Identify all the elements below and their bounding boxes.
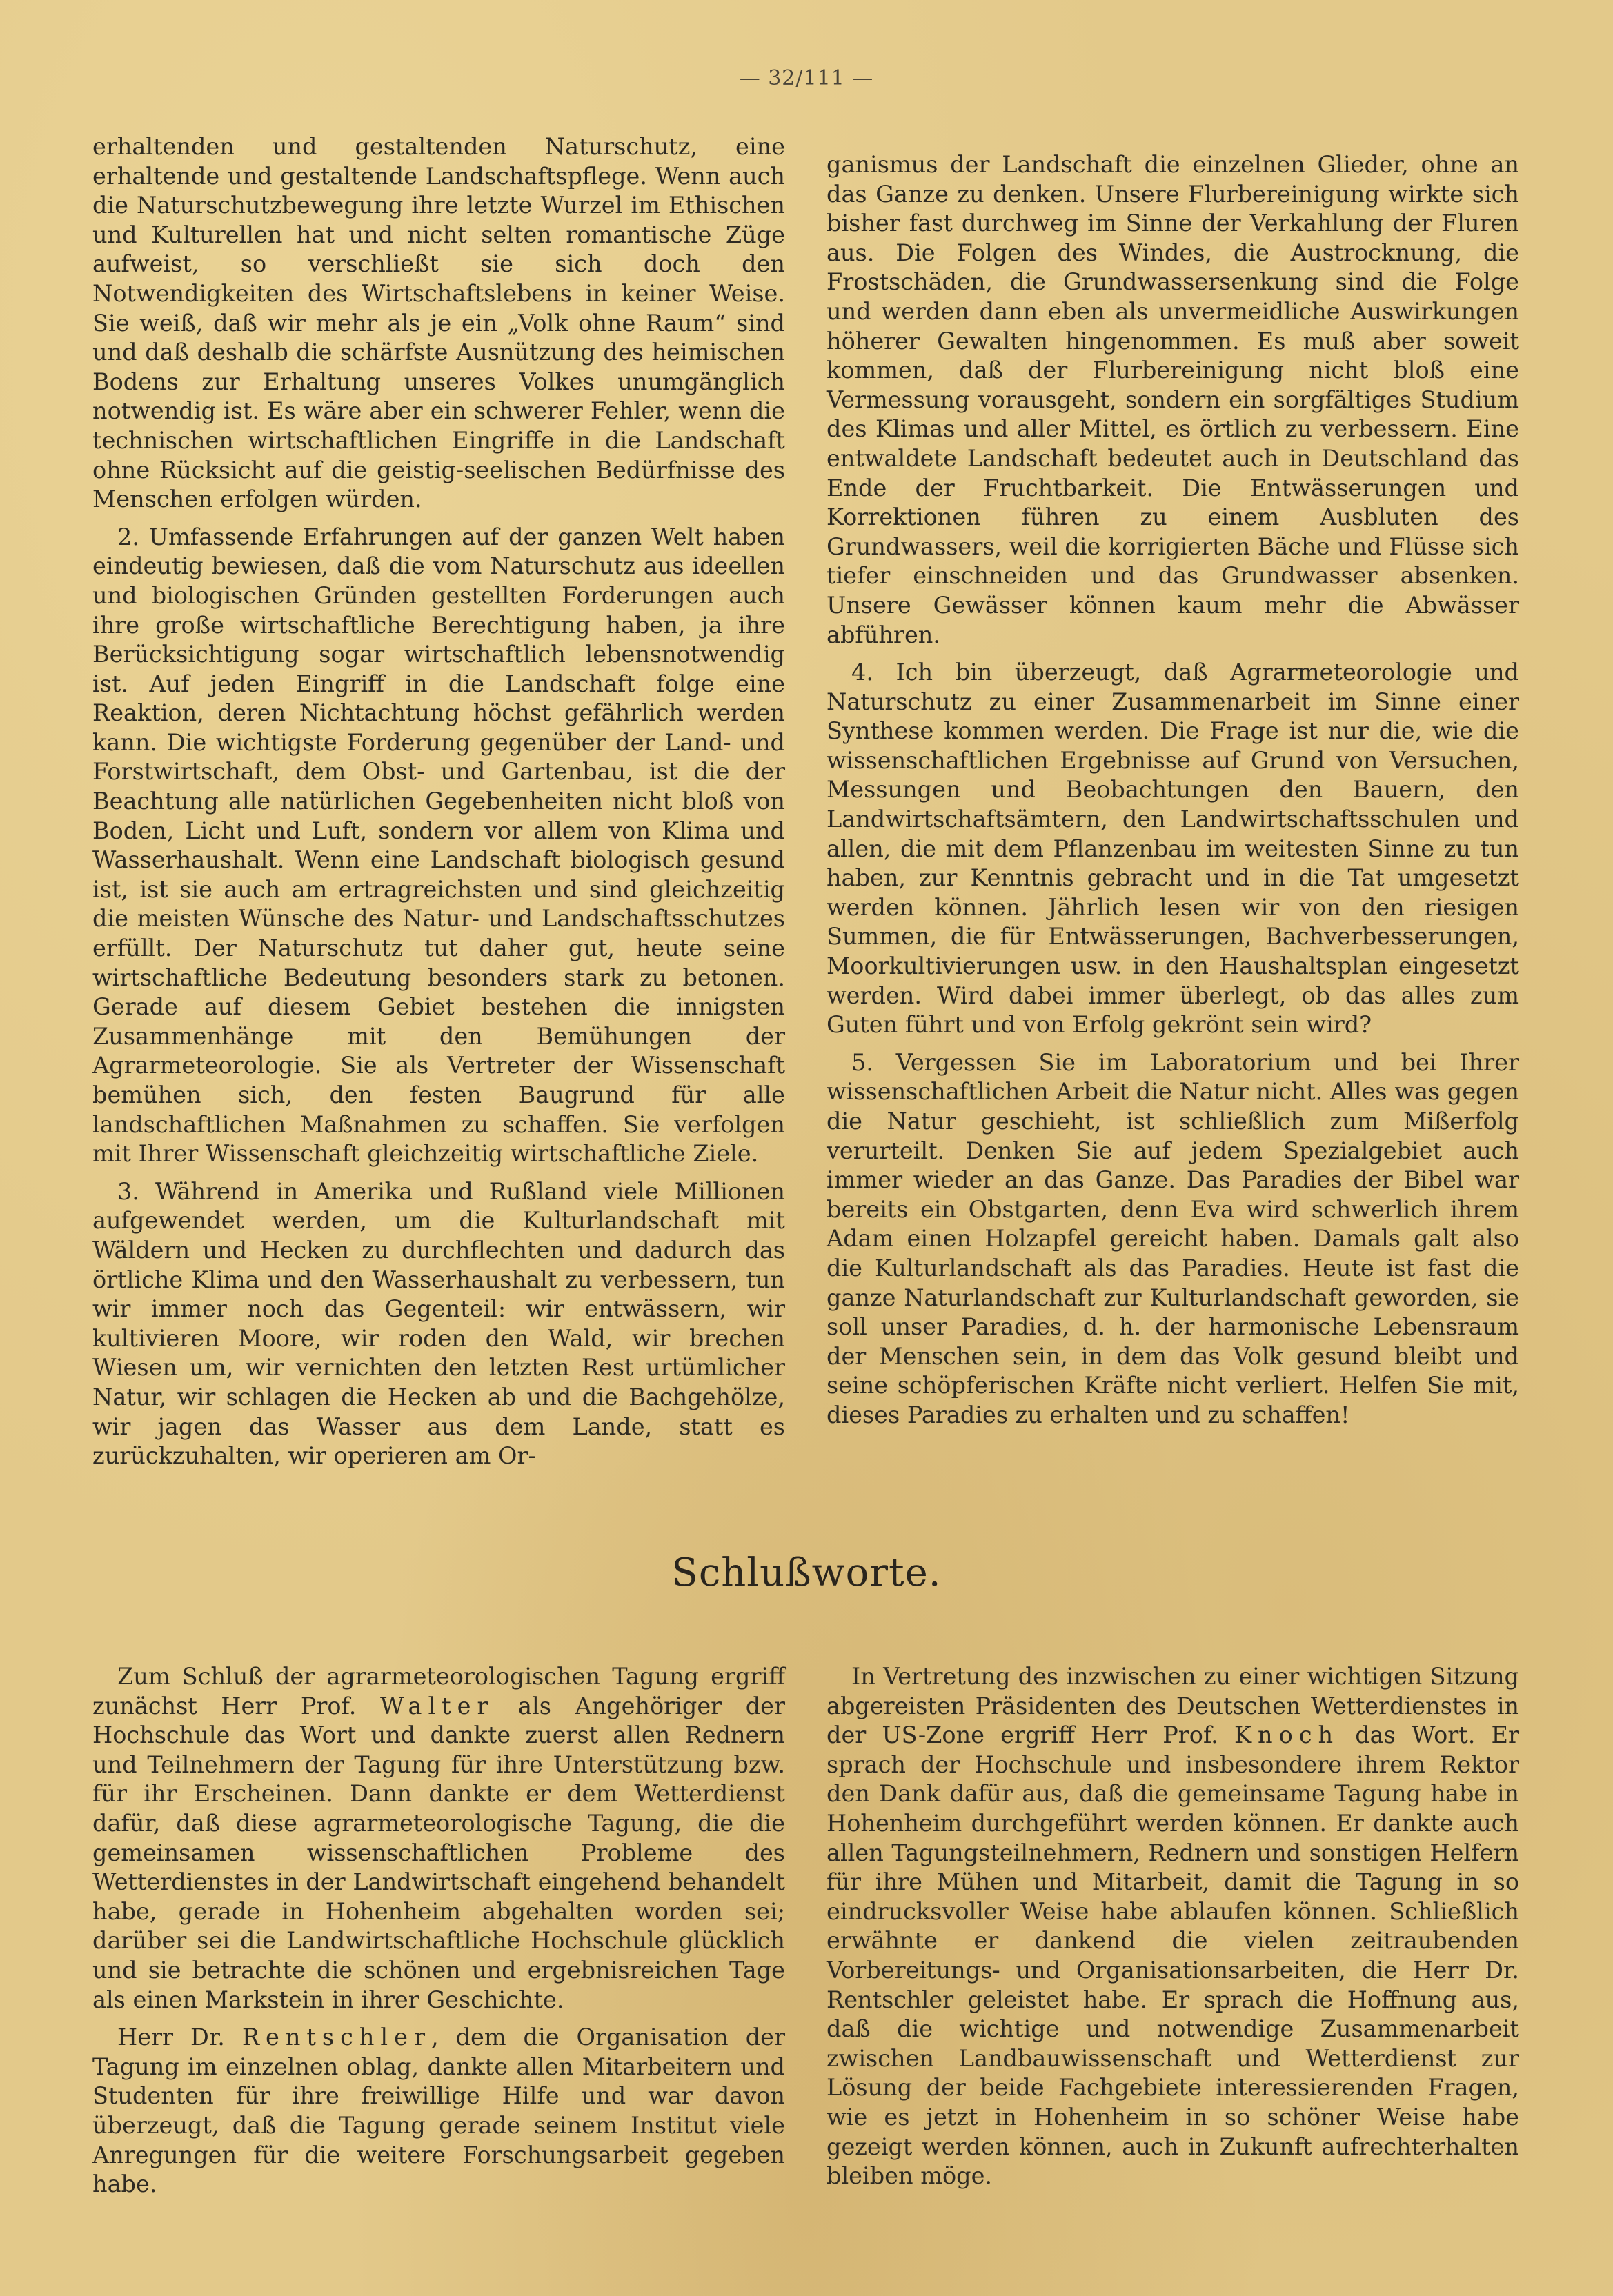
page-number: — 32/111 — (739, 66, 874, 90)
person-name: Walter (379, 1692, 495, 1719)
paragraph-rentschler (92, 2023, 785, 2199)
paragraph-point-3: 3. Während in Amerika und Rußland viele Millionen aufgewendet werden, um die Kulturlandschaft mit Wäldern und Hecken zu durchflechten und dadurch das örtliche Klima und den Wasserhaushalt zu verbessern, tun wir immer noch das Gegenteil: wir entwässern, wir kultivieren Moore, wir roden den Wald, wir brechen Wiesen um, wir vernichten den letzten Rest urtümlicher Natur, wir schlagen die Hecken ab und die Bachgehölze, wir jagen das Wasser aus dem Lande, statt es zurückzuhalten, wir operieren am Or- (92, 1177, 785, 1470)
paragraph-walter (92, 1662, 785, 2015)
person-name: Rentschler (241, 2024, 431, 2051)
column-bottom-right (827, 1662, 1519, 2199)
text-run: Zum Schluß der agrarmeteorologischen Tagung ergriff zunächst Herr Prof. (92, 1663, 785, 1719)
column-bottom-left (92, 1662, 785, 2208)
paragraph-point-2: 2. Umfassende Erfahrungen auf der ganzen Welt haben eindeutig bewiesen, daß die vom Naturschutz aus ideellen und biologischen Gründen gestellten Forderungen auch ihre große wirtschaftliche Berechtigung haben, ja ihre Berücksichtigung sogar wirtschaftlich lebensnotwendig ist. Auf jeden Eingriff in die Landschaft folge eine Reaktion, deren Nichtachtung höchst gefährlich werden kann. Die wichtigste Forderung gegenüber der Land- und Forstwirtschaft, dem Obst- und Gartenbau, ist die der Beachtung alle natürlichen Gegebenheiten nicht bloß von Boden, Licht und Luft, sondern vor allem von Klima und Wasserhaushalt. Wenn eine Landschaft biologisch gesund ist, ist sie auch am ertragreichsten und sind gleichzeitig die meisten Wünsche des Natur- und Landschaftsschutzes erfüllt. Der Naturschutz tut daher gut, heute seine wirtschaftliche Bedeutung besonders stark zu betonen. Gerade auf diesem Gebiet bestehen die innigsten Zusammenhänge mit den Bemühungen der Agrarmeteorologie. Sie als Vertreter der Wissenschaft bemühen sich, den festen Baugrund für alle landschaftlichen Maßnahmen zu schaffen. Sie verfolgen mit Ihrer Wissenschaft gleichzeitig wirtschaftliche Ziele. (92, 523, 785, 1168)
paragraph-continuation: erhaltenden und gestaltenden Naturschutz, eine erhaltende und gestaltende Landschaftspflege. Wenn auch die Naturschutzbewegung ihre letzte Wurzel im Ethischen und Kulturellen hat und nicht selten romantische Züge aufweist, so verschließt sie sich doch den Notwendigkeiten des Wirtschaftslebens in keiner Weise. Sie weiß, daß wir mehr als je ein „Volk ohne Raum“ sind und daß deshalb die schärfste Ausnützung des heimischen Bodens zur Erhaltung unseres Volkes unumgänglich notwendig ist. Es wäre aber ein schwerer Fehler, wenn die technischen wirtschaftlichen Eingriffe in die Landschaft ohne Rücksicht auf die geistig-seelischen Bedürfnisse des Menschen erfolgen würden. (92, 133, 785, 513)
text-run: , dem die Organisation der Tagung im einzelnen oblag, dankte allen Mitarbeitern und Studenten für ihre freiwillige Hilfe und war davon überzeugt, daß die Tagung gerade seinem Institut viele Anregungen für die weitere Forschungsarbeit gegeben habe. (92, 2024, 785, 2198)
text-run: In Vertretung des inzwischen zu einer wichtigen Sitzung abgereisten Präsidenten des Deutschen Wetterdienstes in der US-Zone ergriff Herr Prof. (827, 1663, 1519, 1749)
person-name: Knoch (1234, 1721, 1340, 1749)
paragraph-point-3-continued: ganismus der Landschaft die einzelnen Glieder, ohne an das Ganze zu denken. Unsere Flurbereinigung wirkte sich bisher fast durchweg im Sinne der Verkahlung der Fluren aus. Die Folgen des Windes, die Austrocknung, die Frostschäden, die Grundwassersenkung sind die Folge und werden dann eben als unvermeidliche Auswirkungen höherer Gewalten hingenommen. Es muß aber soweit kommen, daß der Flurbereinigung nicht bloß eine Vermessung vorausgeht, sondern ein sorgfältiges Studium des Klimas und aller Mittel, es örtlich zu verbessern. Eine entwaldete Landschaft bedeutet auch in Deutschland das Ende der Fruchtbarkeit. Die Entwässerungen und Korrektionen führen zu einem Ausbluten des Grundwassers, weil die korrigierten Bäche und Flüsse sich tiefer einschneiden und das Grundwasser absenken. Unsere Gewässer können kaum mehr die Abwässer abführen. (827, 151, 1519, 648)
paragraph-point-5: 5. Vergessen Sie im Laboratorium und bei Ihrer wissenschaftlichen Arbeit die Natur nicht. Alles was gegen die Natur geschieht, ist schließlich zum Mißerfolg verurteilt. Denken Sie auf jedem Spezialgebiet auch immer wieder an das Ganze. Das Paradies der Bibel war bereits ein Obstgarten, denn Eva wird schwerlich ihrem Adam einen Holzapfel gereicht haben. Damals galt also die Kulturlandschaft als das Paradies. Heute ist fast die ganze Naturlandschaft zur Kulturlandschaft geworden, sie soll unser Paradies, d. h. der harmonische Lebensraum der Menschen sein, in dem das Volk gesund bleibt und seine schöpferischen Kräfte nicht verliert. Helfen Sie mit, dieses Paradies zu erhalten und zu schaffen! (827, 1048, 1519, 1428)
text-run: Herr Dr. (117, 2024, 242, 2051)
paragraph-point-4: 4. Ich bin überzeugt, daß Agrarmeteorologie und Naturschutz zu einer Zusammenarbeit im Sinne einer Synthese kommen werden. Die Frage ist nur die, wie die wissenschaftlichen Ergebnisse auf Grund von Versuchen, Messungen und Beobachtungen den Bauern, den Landwirtschaftsämtern, den Landwirtschaftsschulen und allen, die mit dem Pflanzenbau im weitesten Sinne zu tun haben, zur Kenntnis gebracht und in die Tat umgesetzt werden können. Jährlich lesen wir von den riesigen Summen, die für Entwässerungen, Bachverbesserungen, Moorkultivierungen usw. in den Haushaltsplan eingesetzt werden. Wird dabei immer überlegt, ob das alles zum Guten führt und von Erfolg gekrönt sein wird? (827, 659, 1519, 1039)
column-top-right (827, 150, 1519, 1439)
section-heading: Schlußworte. (671, 1550, 942, 1595)
text-run: als Angehöriger der Hochschule das Wort und dankte zuerst allen Rednern und Teilnehmern der Tagung für ihre Unterstützung bzw. für ihr Erscheinen. Dann dankte er dem Wetterdienst dafür, daß diese agrarmeteorologische Tagung, die die gemeinsamen wissenschaftlichen Probleme des Wetterdienstes in der Landwirtschaft eingehend behandelt habe, gerade in Hohenheim abgehalten worden sei; darüber sei die Landwirtschaftliche Hochschule glücklich und sie betrachte die schönen und ergebnisreichen Tage als einen Markstein in ihrer Geschichte. (92, 1692, 785, 2013)
column-top-left (92, 132, 785, 1479)
paragraph-knoch (827, 1662, 1519, 2191)
text-run: das Wort. Er sprach der Hochschule und insbesondere ihrem Rektor den Dank dafür aus, daß die gemeinsame Tagung habe in Hohenheim durchgeführt werden können. Er dankte auch allen Tagungsteilnehmern, Rednern und sonstigen Helfern für ihre Mühen und Mitarbeit, damit die Tagung in so eindrucksvoller Weise habe ablaufen können. Schließlich erwähnte er dankend die vielen zeitraubenden Vorbereitungs- und Organisationsarbeiten, die Herr Dr. Rentschler geleistet habe. Er sprach die Hoffnung aus, daß die wichtige und notwendige Zusammenarbeit zwischen Landbauwissenschaft und Wetterdienst zur Lösung der beide Fachgebiete interessierenden Fragen, wie es jetzt in Hohenheim in so schöner Weise habe gezeigt werden können, auch in Zukunft aufrechterhalten bleiben möge. (827, 1721, 1519, 2190)
